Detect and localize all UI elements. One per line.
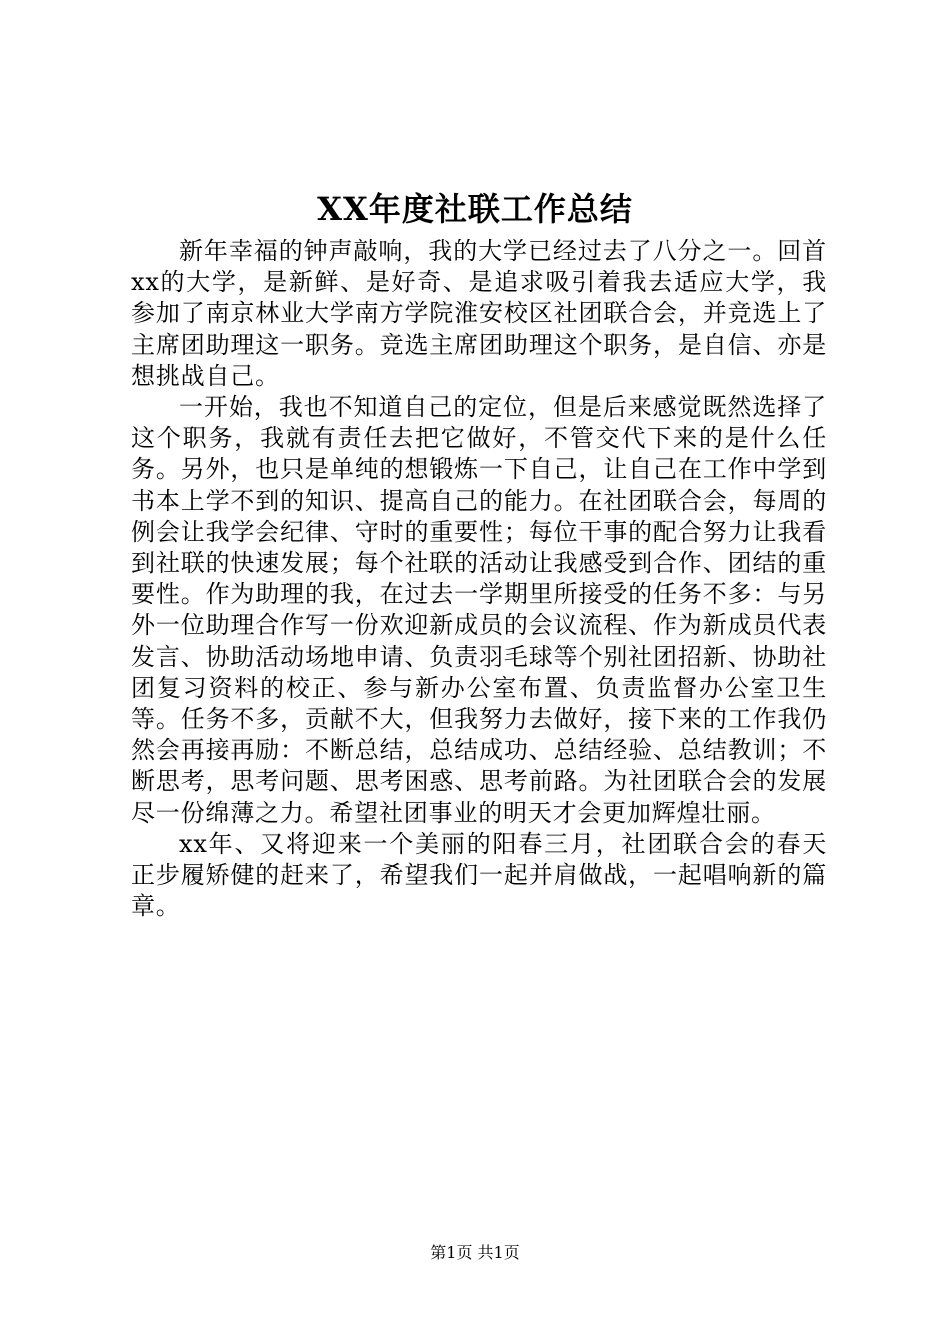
page-footer: 第1页 共1页 — [430, 1243, 520, 1262]
paragraph-1: 新年幸福的钟声敲响，我的大学已经过去了八分之一。回首xx的大学，是新鲜、是好奇、是追求吸引着我去适应大学，我参加了南京林业大学南方学院淮安校区社团联合会，并竞选上了主席团助理这一职务。竞选主席团助理这个职务，是自信、亦是想挑战自己。 — [131, 237, 827, 390]
paragraph-2: 一开始，我也不知道自己的定位，但是后来感觉既然选择了这个职务，我就有责任去把它做好，不管交代下来的是什么任务。另外，也只是单纯的想锻炼一下自己，让自己在工作中学到书本上学不到的知识、提高自己的能力。在社团联合会，每周的例会让我学会纪律、守时的重要性；每位干事的配合努力让我看到社联的快速发展；每个社联的活动让我感受到合作、团结的重要性。作为助理的我，在过去一学期里所接受的任务不多：与另外一位助理合作写一份欢迎新成员的会议流程、作为新成员代表发言、协助活动场地申请、负责羽毛球等个别社团招新、协助社团复习资料的校正、参与新办公室布置、负责监督办公室卫生等。任务不多，贡献不大，但我努力去做好，接下来的工作我仍然会再接再励：不断总结，总结成功、总结经验、总结教训；不断思考，思考问题、思考困惑、思考前路。为社团联合会的发展尽一份绵薄之力。希望社团事业的明天才会更加辉煌壮丽。 — [131, 393, 827, 827]
document-body — [131, 236, 827, 922]
paragraph-3: xx年、又将迎来一个美丽的阳春三月，社团联合会的春天正步履矫健的赶来了，希望我们一起并肩做战，一起唱响新的篇章。 — [131, 829, 827, 921]
document-title: XX年度社联工作总结 — [317, 190, 633, 228]
